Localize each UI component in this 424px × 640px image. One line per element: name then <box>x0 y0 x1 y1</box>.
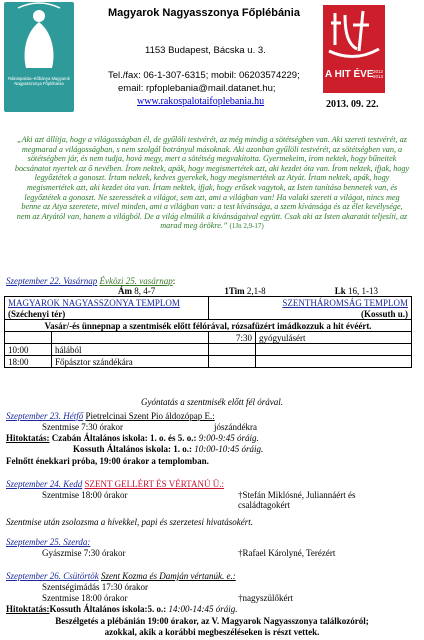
year-of-faith-years: 2012 2013 <box>372 69 383 79</box>
cross-boat-icon <box>323 5 385 67</box>
thursday-meeting-note-1: Beszélgetés a plébánián 19:00 órakor, az V. Magyarok Nagyasszonya találkozóról; <box>55 616 369 626</box>
thursday-heading <box>6 571 236 581</box>
parish-logo-text: Rákospalota–Kőbánya Magyarok Nagyasszonya Főplébánia <box>8 76 70 86</box>
table-row <box>5 320 412 332</box>
tuesday-vespers-note: Szentmise után zsolozsma a hívekkel, papi és szerzetesi hivatásokért. <box>6 517 253 527</box>
parish-phone: Tel./fax: 06-1-307-6315; mobil: 06203574229; <box>108 70 300 81</box>
parish-address: 1153 Budapest, Bácska u. 3. <box>145 45 266 56</box>
table-row: 18:00 Főpásztor szándékára <box>5 356 412 368</box>
monday-intention: jószándékra <box>214 422 257 432</box>
readings <box>118 286 378 296</box>
table-row <box>5 297 412 309</box>
table-row: 7:30 gyógyulásért <box>5 332 412 344</box>
quote-text: „Aki azt állítja, hogy a világosságban él, de gyűlöli testvérét, az még mindig a sötétségben van. Aki szereti testvérét, az megmarad a világosságban, s nem szolgál botrányul másoknak. Aki azonban gyűlöli testvérét, az sötétségben van, a sötétségben jár, és nem tudja, hová megy, mert a sötétség megvakította. Gyermekeim, írom nektek, hogy bűneitek bocsánatot nyertek az ő nevében. Írom nektek, apák, hogy megismertétek azt, aki kezdet óta van. Írom nektek, ifjak, hogy legyőztétek a gonoszt. Írtam nektek, kedves gyerekek, hogy megismertétek az Atyát. Írtam nektek, apák, hogy megismertétek azt, aki kezdet óta van. Írtam nektek, ifjak, hogy erősek vagytok, az Isten tanítása bennetek van, és legyőztétek a gonoszt. Ne szeressétek a világot, sem azt, ami a világban van! Ha valaki szereti a világot, nincs meg benne az Atya szeretete, mivel minden, ami a világban van: a test kívánsága, a szem kívánsága és az élet kevélysége, nem az Atyától van, hanem a világból. De a világ elmúlik a kívánságaival együtt. Csak aki az Isten akaratát teljesíti, az marad meg örökre.” <box>14 135 410 231</box>
wednesday-mass: Gyászmise 7:30 órakor <box>42 548 126 558</box>
parish-logo <box>4 2 74 112</box>
monday-mass: Szentmise 7:30 órakor <box>42 422 123 432</box>
reading-2: 1Tim 2,1-8 <box>224 286 266 296</box>
quote-reference: (1Jn 2,9-17) <box>229 222 264 231</box>
reading-3: Lk 16, 1-13 <box>334 286 378 296</box>
sunday-day: Szeptember 22. Vasárnap <box>6 276 98 286</box>
sunday-week: Évközi 25. vasárnap <box>99 276 173 286</box>
thursday-adoration: Szentségimádás 17:30 órakor <box>42 582 148 592</box>
scripture-quote <box>14 135 410 232</box>
thursday-meeting-note-2: azokkal, akik a korábbi megbeszéléseken is részt vettek. <box>104 627 320 637</box>
monday-saint: Pietrelcinai Szent Pio áldozópap E.: <box>85 411 215 421</box>
thursday-saint: Szent Kozma és Damján vértanúk. e.: <box>101 571 236 581</box>
monday-catechesis-1: Hitoktatás: Czabán Általános iskola: 1. o. és 5. o.: 9:00-9:45 óráig. <box>6 433 259 443</box>
rosary-note: Vasár/-és ünnepnap a szentmisék előtt félórával, rózsafüzért imádkozzuk a hit évéért. <box>5 320 412 332</box>
thursday-mass: Szentmise 18:00 órakor <box>42 593 128 603</box>
year-of-faith-text: A HIT ÉVE <box>325 69 374 80</box>
reading-1: Ám 8, 4-7 <box>118 286 156 296</box>
wednesday-heading <box>6 537 90 547</box>
church-left-sub: (Széchenyi tér) <box>8 308 66 319</box>
parish-email: email: rpfoplebania@mail.datanet.hu; <box>118 83 276 94</box>
table-row <box>5 308 412 320</box>
thursday-day: Szeptember 26. Csütörtök <box>6 571 99 581</box>
monday-heading <box>6 411 215 421</box>
tuesday-saint: SZENT GELLÉRT ÉS VÉRTANÚ Ü.: <box>84 479 224 489</box>
confession-note: Gyóntatás a szentmisék előtt fél órával. <box>141 397 283 407</box>
wednesday-intention: †Rafael Károlyné, Terézért <box>238 548 336 558</box>
tuesday-intention: †Stefán Miklósné, Juliannáért és családtagokért <box>238 490 356 510</box>
church-right-sub: (Kossuth u.) <box>360 308 408 319</box>
monday-choir-note: Felnőtt énekkari próba, 19:00 órakor a templomban. <box>6 456 209 466</box>
bulletin-date: 2013. 09. 22. <box>326 99 379 110</box>
parish-title: Magyarok Nagyasszonya Főplébánia <box>108 7 300 19</box>
tuesday-mass: Szentmise 18:00 órakor <box>42 490 128 500</box>
thursday-catechesis: Hitoktatás:Kossuth Általános iskola:5. o.: 14:00-14:45 óráig. <box>6 604 238 614</box>
tuesday-heading <box>6 479 224 489</box>
table-row: 10:00 hálából <box>5 344 412 356</box>
sunday-colon: : <box>172 276 176 286</box>
sunday-heading <box>6 276 175 286</box>
monday-day: Szeptember 23. Hétfő <box>6 411 84 421</box>
madonna-icon <box>4 2 74 74</box>
wednesday-day: Szeptember 25. Szerda: <box>6 537 91 547</box>
church-right-name: SZENTHÁROMSÁG TEMPLOM <box>282 297 408 308</box>
church-left-name: MAGYAROK NAGYASSZONYA TEMPLOM <box>8 297 180 308</box>
year-of-faith-logo <box>323 5 385 93</box>
parish-website-link[interactable]: www.rakospalotaifoplebania.hu <box>137 96 265 107</box>
monday-catechesis-2: Kossuth Általános iskola: 1. o.: 10:00-10:45 óráig. <box>73 444 264 454</box>
tuesday-day: Szeptember 24. Kedd <box>6 479 83 489</box>
thursday-intention: †nagyszülőkért <box>238 593 293 603</box>
sunday-schedule-table <box>4 296 412 368</box>
